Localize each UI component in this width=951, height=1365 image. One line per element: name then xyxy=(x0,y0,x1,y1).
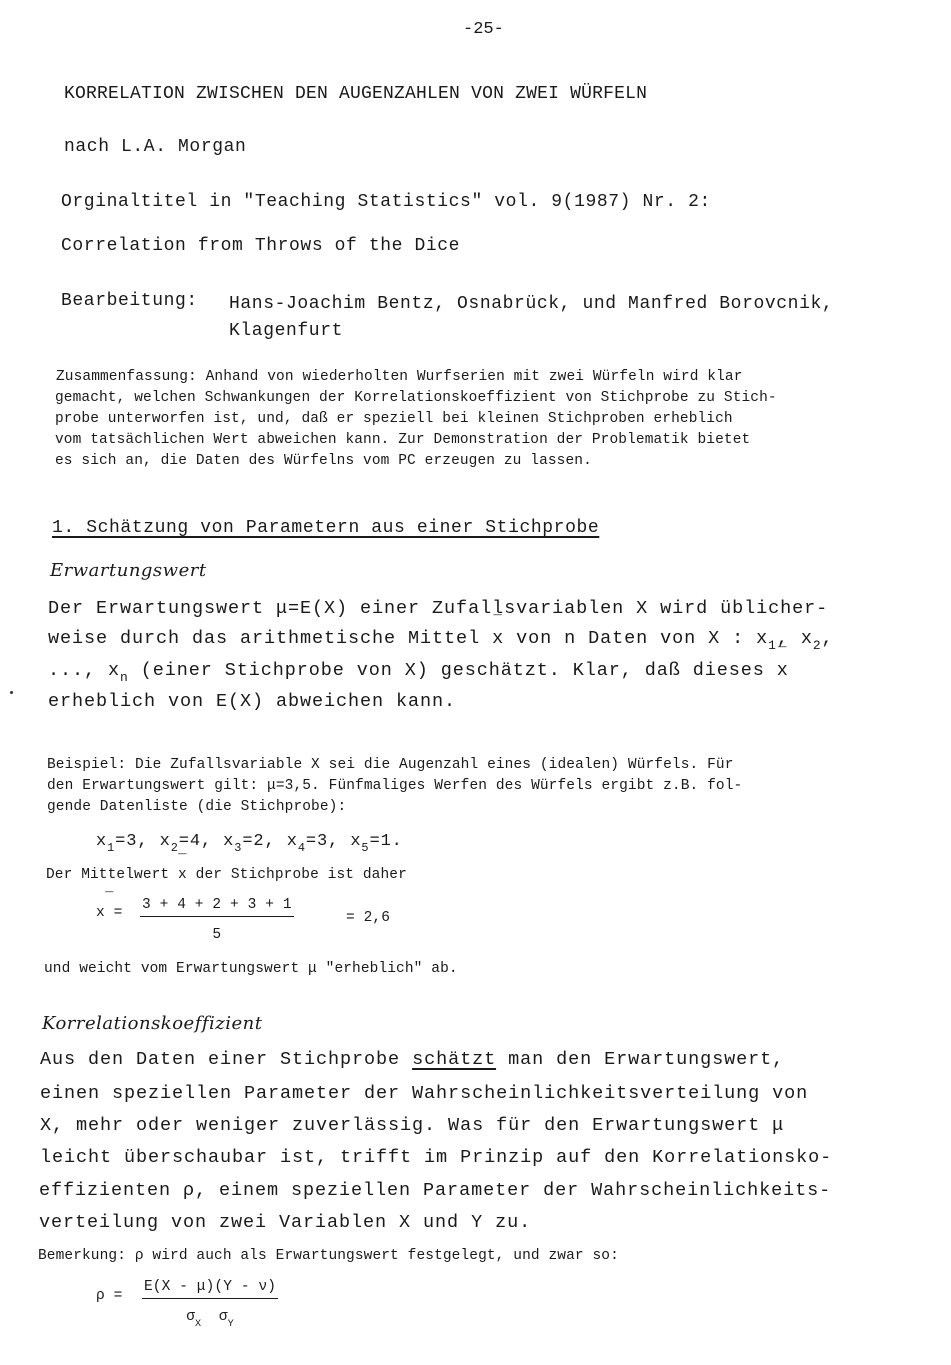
emphasis-schaetzt: schätzt xyxy=(412,1049,497,1070)
subheading-korrelationskoeffizient: Korrelationskoeffizient xyxy=(42,1013,263,1034)
data-item: $x_5=1$. xyxy=(350,832,403,855)
data-item: $x_1=3$, xyxy=(96,832,149,855)
editors-label: Bearbeitung: xyxy=(61,291,198,311)
abstract-line: Zusammenfassung: Anhand von wiederholten Wurfserien mit zwei Würfeln wird klar xyxy=(56,369,743,385)
paragraph-line: einen speziellen Parameter der Wahrscheinlichkeitsverteilung von xyxy=(40,1083,809,1104)
editors-line-2: Klagenfurt xyxy=(229,321,344,341)
paragraph-line: leicht überschaubar ist, trifft im Prinzip auf den Korrelationsko- xyxy=(40,1147,833,1168)
mean-result: = 2,6 xyxy=(346,910,391,926)
scan-speck xyxy=(10,691,13,694)
subheading-erwartungswert: Erwartungswert xyxy=(50,560,207,581)
paragraph-line: verteilung von zwei Variablen X und Y zu. xyxy=(39,1212,532,1233)
editors-line-1: Hans-Joachim Bentz, Osnabrück, und Manfred Borovcnik, xyxy=(229,294,834,314)
rho-formula-lhs: ρ = xyxy=(96,1288,123,1304)
original-title: Correlation from Throws of the Dice xyxy=(61,236,461,256)
mean-line: Der Mittelwert ‾ x der Stichprobe ist daher xyxy=(46,867,407,883)
paragraph-line: weise durch das arithmetische Mittel ‾ x von n Daten von X : $x_1$, $x_2$, xyxy=(48,628,834,653)
abstract-line: probe unterworfen ist, und, daß er speziell bei kleinen Stichproben erheblich xyxy=(55,411,733,427)
author-line: nach L.A. Morgan xyxy=(64,137,247,157)
xbar-symbol: ‾ x xyxy=(777,660,789,681)
example-line: den Erwartungswert gilt: μ=3,5. Fünfmaliges Werfen des Würfels ergibt z.B. fol- xyxy=(47,778,743,794)
xbar-symbol: ‾ x xyxy=(178,867,187,883)
example-conclusion: und weicht vom Erwartungswert μ "erheblich" ab. xyxy=(44,961,458,977)
mean-numerator: 3 + 4 + 2 + 3 + 1 xyxy=(140,897,294,917)
rho-numerator: E(X - μ)(Y - ν) xyxy=(142,1279,278,1299)
abstract-line: gemacht, welchen Schwankungen der Korrelationskoeffizient von Stichprobe zu Stich- xyxy=(55,390,777,406)
mean-formula-lhs: ‾ x = xyxy=(96,905,122,921)
page-number: -25- xyxy=(463,20,504,39)
document-title: KORRELATION ZWISCHEN DEN AUGENZAHLEN VON ZWEI WÜRFELN xyxy=(64,84,648,104)
paragraph-line: effizienten ρ, einem speziellen Parameter der Wahrscheinlichkeits- xyxy=(39,1180,832,1201)
example-line: gende Datenliste (die Stichprobe): xyxy=(47,799,347,815)
paragraph-line: erheblich von E(X) abweichen kann. xyxy=(48,691,457,712)
example-line: Beispiel: Die Zufallsvariable X sei die Augenzahl eines (idealen) Würfels. Für xyxy=(47,757,734,773)
data-list xyxy=(96,832,403,855)
original-title-line: Orginaltitel in "Teaching Statistics" vol. 9(1987) Nr. 2: xyxy=(61,192,711,212)
paragraph-line: Aus den Daten einer Stichprobe schätzt man den Erwartungswert, xyxy=(40,1049,785,1070)
abstract-line: vom tatsächlichen Wert abweichen kann. Zur Demonstration der Problematik bietet xyxy=(55,432,751,448)
remark-line: Bemerkung: ρ wird auch als Erwartungswert festgelegt, und zwar so: xyxy=(38,1248,619,1264)
mean-fraction xyxy=(140,897,294,943)
rho-denominator: $\sigma_X$ $\sigma_Y$ xyxy=(186,1309,234,1330)
section-heading: 1. Schätzung von Parametern aus einer Stichprobe xyxy=(52,518,600,538)
data-item: $x_3=2$, xyxy=(223,832,276,855)
mean-denominator: 5 xyxy=(212,927,222,943)
xbar-symbol: ‾ x xyxy=(492,628,504,649)
paragraph-line: ..., $x_n$ (einer Stichprobe von X) geschätzt. Klar, daß dieses ‾ x xyxy=(48,660,789,685)
rho-fraction xyxy=(142,1279,278,1330)
paragraph-line: Der Erwartungswert μ=E(X) einer Zufallsvariablen X wird üblicher- xyxy=(48,598,829,619)
data-item: $x_4=3$, xyxy=(286,832,340,855)
abstract-line: es sich an, die Daten des Würfelns vom PC erzeugen zu lassen. xyxy=(55,453,592,469)
data-item: $x_2=4$, xyxy=(159,832,213,855)
paragraph-line: X, mehr oder weniger zuverlässig. Was für den Erwartungswert μ xyxy=(40,1115,785,1136)
